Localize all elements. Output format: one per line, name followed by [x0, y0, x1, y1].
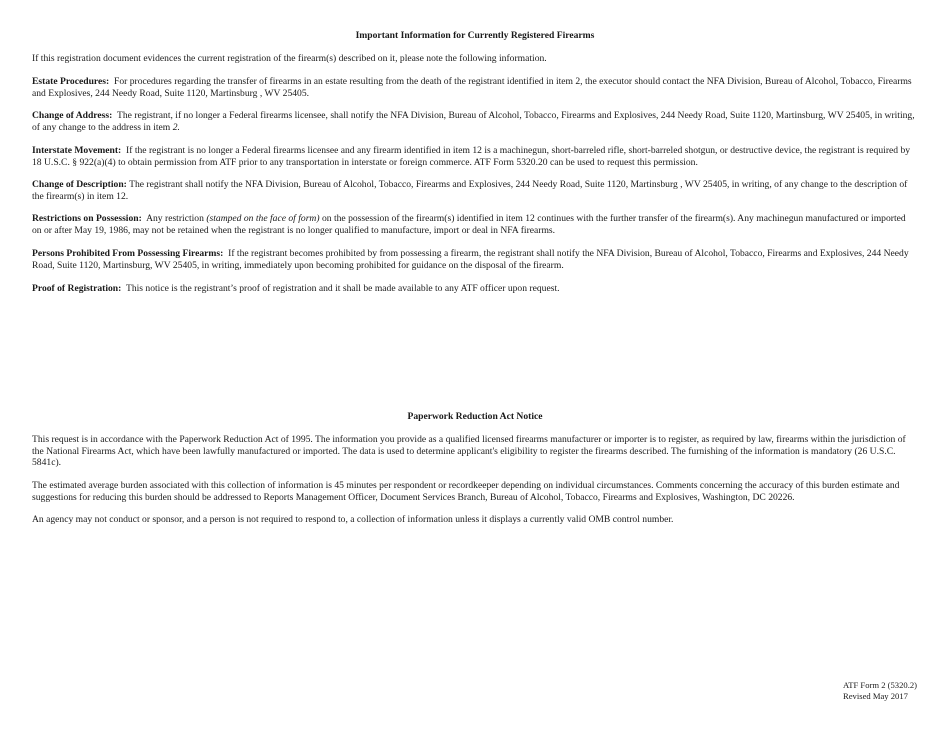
change-of-description-label: Change of Description:	[32, 179, 127, 190]
restrictions-on-possession-paragraph	[32, 213, 916, 236]
persons-prohibited-text: If the registrant becomes prohibited by from possessing a firearm, the registrant shall notify the NFA Division, Bureau of Alcohol, Tobacco, Firearms and Explosives, 244 Needy Road, Suite 1120, Martinsburg, WV 25405, in writing, immediately upon becoming prohibited for guidance on the disposal of the firearm.	[32, 248, 909, 271]
change-of-description-paragraph	[32, 179, 916, 202]
section-title-important-information: Important Information for Currently Registered Firearms	[355, 30, 595, 41]
restrictions-text-after: on the possession of the firearm(s) identified in item 12 continues with the further transfer of the firearm(s). Any machinegun manufactured or imported on or after May 19, 1986, may not be retained when the registrant is no longer qualified to manufacture, import or deal in NFA firearms.	[32, 213, 906, 236]
pra-paragraph-2: The estimated average burden associated with this collection of information is 45 minutes per respondent or recordkeeper depending on individual circumstances. Comments concerning the accuracy of this burden estimate and suggestions for reducing this burden should be addressed to Reports Management Officer, Document Services Branch, Bureau of Alcohol, Tobacco, Firearms and Explosives, Washington, DC 20226.	[32, 480, 900, 503]
pra-paragraph-1: This request is in accordance with the Paperwork Reduction Act of 1995. The information you provide as a qualified licensed firearms manufacturer or importer is to register, as required by law, firearms within the jurisdiction of the National Firearms Act, which have been lawfully manufactured or imported. The data is used to determine applicant's eligibility to register the firearms described. The furnishing of the information is mandatory (26 U.S.C. 5841c).	[32, 434, 906, 469]
estate-procedures-text: For procedures regarding the transfer of firearms in an estate resulting from the death of the registrant identified in item 2, the executor should contact the NFA Division, Bureau of Alcohol, Tobacco, Firearms and Explosives, 244 Needy Road, Suite 1120, Martinsburg , WV 25405.	[32, 76, 912, 99]
estate-procedures-paragraph	[32, 76, 916, 99]
pra-paragraph-3: An agency may not conduct or sponsor, and a person is not required to respond to, a collection of information unless it displays a currently valid OMB control number.	[32, 514, 674, 525]
proof-of-registration-text: This notice is the registrant’s proof of registration and it shall be made available to any ATF officer upon request.	[125, 283, 560, 294]
restrictions-label: Restrictions on Possession:	[32, 213, 142, 224]
form-footer	[843, 680, 943, 702]
estate-procedures-label: Estate Procedures:	[32, 76, 110, 87]
change-of-address-text: The registrant, if no longer a Federal firearms licensee, shall notify the NFA Division, Bureau of Alcohol, Tobacco, Firearms and Explosives, 244 Needy Road, Suite 1120, Martinsburg, WV 25405, in writing, of any change to the address in item	[32, 110, 915, 133]
interstate-movement-label: Interstate Movement:	[32, 145, 122, 156]
change-of-address-paragraph	[32, 110, 916, 133]
change-of-description-text: The registrant shall notify the NFA Division, Bureau of Alcohol, Tobacco, Firearms and Explosives, 244 Needy Road, Suite 1120, Martinsburg , WV 25405, in writing, of any change to the description of the firearm(s) in item 12.	[32, 179, 908, 202]
proof-of-registration-label: Proof of Registration:	[32, 283, 122, 294]
intro-paragraph: If this registration document evidences the current registration of the firearm(s) described on it, please note the following information.	[32, 53, 547, 64]
section-title-paperwork-reduction: Paperwork Reduction Act Notice	[407, 411, 543, 422]
restrictions-text-before: Any restriction	[146, 213, 204, 224]
form-revision-date: Revised May 2017	[843, 691, 908, 701]
proof-of-registration-paragraph	[32, 283, 916, 295]
restrictions-italic-note: (stamped on the face of form)	[206, 213, 320, 224]
persons-prohibited-paragraph	[32, 248, 916, 271]
interstate-movement-paragraph	[32, 145, 916, 168]
persons-prohibited-label: Persons Prohibited From Possessing Firearms:	[32, 248, 224, 259]
change-of-address-label: Change of Address:	[32, 110, 113, 121]
address-item-ref: 2.	[172, 121, 180, 133]
interstate-movement-text: If the registrant is no longer a Federal firearms licensee and any firearm identified in item 12 is a machinegun, short-barreled rifle, short-barreled shotgun, or destructive device, the registrant is required by 18 U.S.C. § 922(a)(4) to obtain permission from ATF prior to any transportation in interstate or foreign commerce. ATF Form 5320.20 can be used to request this permission.	[32, 145, 911, 168]
form-number: ATF Form 2 (5320.2)	[843, 680, 918, 690]
